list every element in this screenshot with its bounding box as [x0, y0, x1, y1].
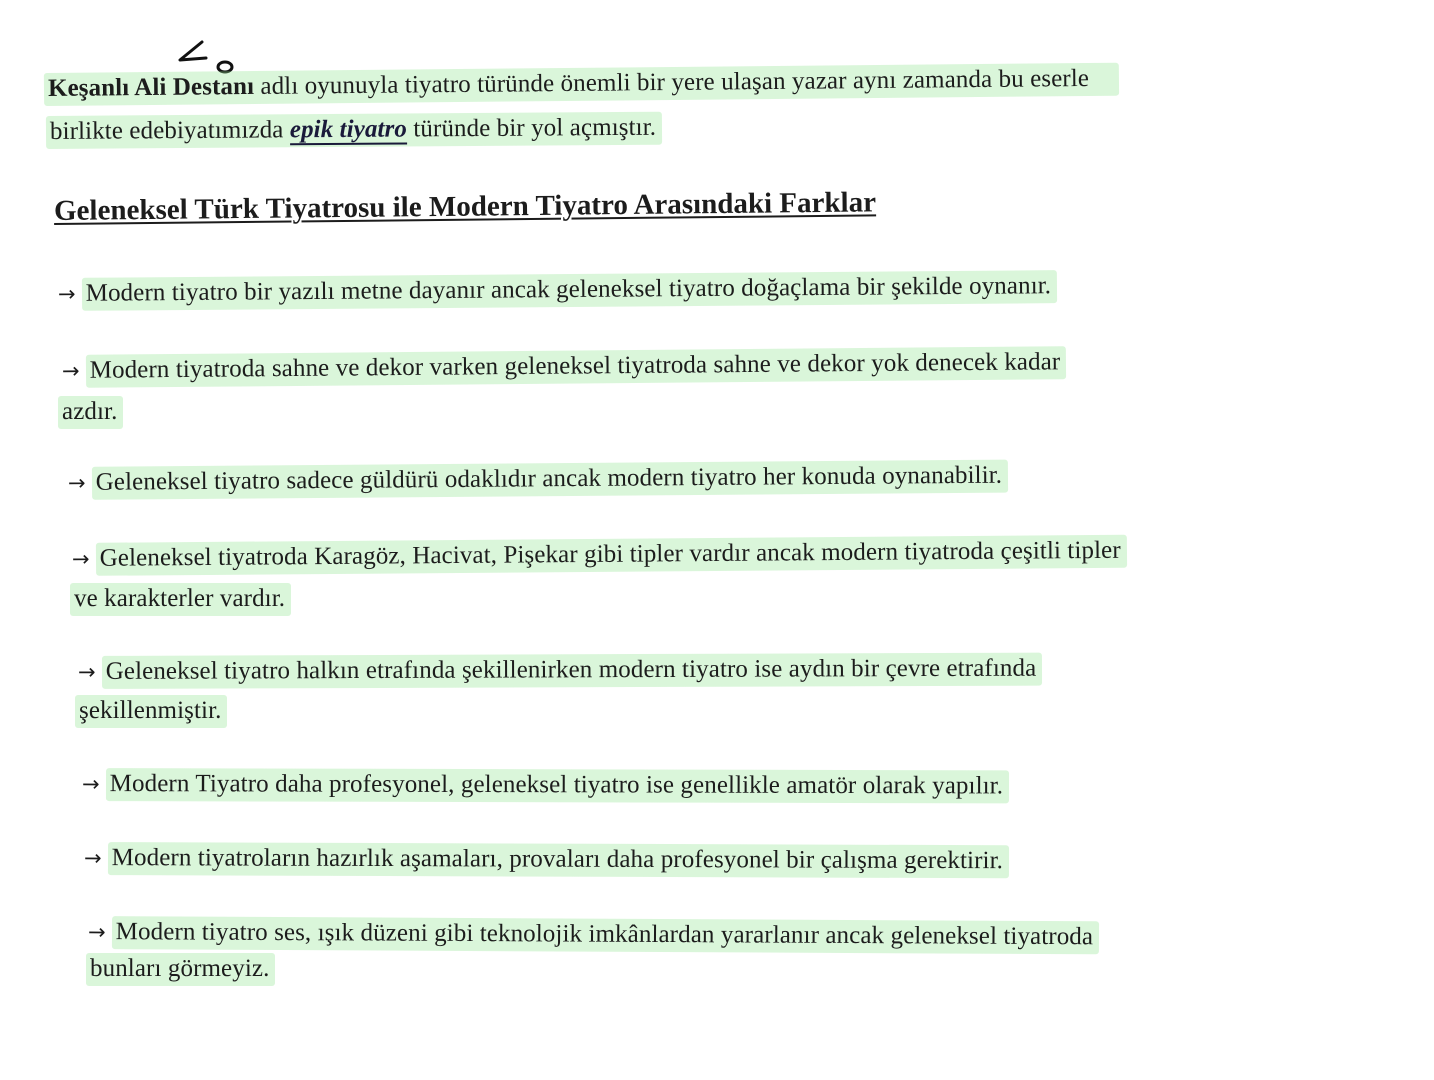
- list-item: [88, 917, 1099, 952]
- list-item-text: Modern tiyatro ses, ışık düzeni gibi teknolojik imkânlardan yararlanır ancak geleneksel tiyatroda: [112, 916, 1100, 954]
- list-item: [82, 769, 1009, 801]
- play-title: Keşanlı Ali Destanı: [47, 72, 255, 102]
- list-item-text: ve karakterler vardır.: [70, 583, 291, 616]
- list-item-text: şekillenmiştir.: [75, 695, 227, 728]
- list-item: [84, 843, 1009, 876]
- arrow-icon: →: [67, 470, 86, 495]
- list-item-continuation: [70, 584, 291, 614]
- list-item-continuation: [58, 397, 123, 427]
- list-item-continuation: [75, 696, 227, 726]
- list-item-text: Modern Tiyatro daha profesyonel, geleneksel tiyatro ise genellikle amatör olarak yapılır.: [106, 768, 1009, 803]
- intro-line-1-text: adlı oyunuyla tiyatro türünde önemli bir yere ulaşan yazar aynı zamanda bu eserle: [253, 64, 1090, 100]
- list-item-text: Geleneksel tiyatro sadece güldürü odaklıdır ancak modern tiyatro her konuda oynanabilir.: [92, 460, 1009, 500]
- list-item: [78, 654, 1042, 687]
- arrow-icon: →: [71, 546, 90, 571]
- list-item: [72, 536, 1127, 574]
- list-item-text: azdır.: [58, 396, 123, 429]
- list-item-text: Modern tiyatro bir yazılı metne dayanır ancak geleneksel tiyatro doğaçlama bir şekilde oynanır.: [82, 270, 1058, 311]
- list-item-text: Geleneksel tiyatroda Karagöz, Hacivat, Pişekar gibi tipler vardır ancak modern tiyatroda çeşitli tipler: [96, 535, 1127, 576]
- section-heading: Geleneksel Türk Tiyatrosu ile Modern Tiyatro Arasındaki Farklar: [53, 186, 877, 227]
- arrow-icon: →: [61, 358, 80, 383]
- list-item-text: Geleneksel tiyatro halkın etrafında şekillenirken modern tiyatro ise aydın bir çevre etrafında: [102, 653, 1043, 689]
- arrow-icon: →: [57, 281, 76, 306]
- intro-line-2-end: türünde bir yol açmıştır.: [406, 113, 657, 143]
- arrow-icon: →: [87, 920, 106, 945]
- list-item-continuation: [86, 954, 275, 984]
- epik-tiyatro-emphasis: epik tiyatro: [289, 115, 408, 144]
- list-item: [62, 347, 1067, 386]
- intro-line-2: [46, 113, 662, 147]
- list-item: [68, 461, 1008, 498]
- arrow-icon: →: [81, 772, 100, 797]
- list-item: [58, 271, 1057, 309]
- list-item-text: Modern tiyatroların hazırlık aşamaları, provaları daha profesyonel bir çalışma gerektirir.: [108, 842, 1009, 878]
- intro-line-2-start: birlikte edebiyatımızda: [49, 116, 290, 145]
- list-item-text: Modern tiyatroda sahne ve dekor varken geleneksel tiyatroda sahne ve dekor yok denecek kadar: [86, 346, 1067, 388]
- list-item-text: bunları görmeyiz.: [86, 953, 275, 986]
- arrow-icon: →: [77, 659, 96, 684]
- arrow-icon: →: [83, 846, 102, 871]
